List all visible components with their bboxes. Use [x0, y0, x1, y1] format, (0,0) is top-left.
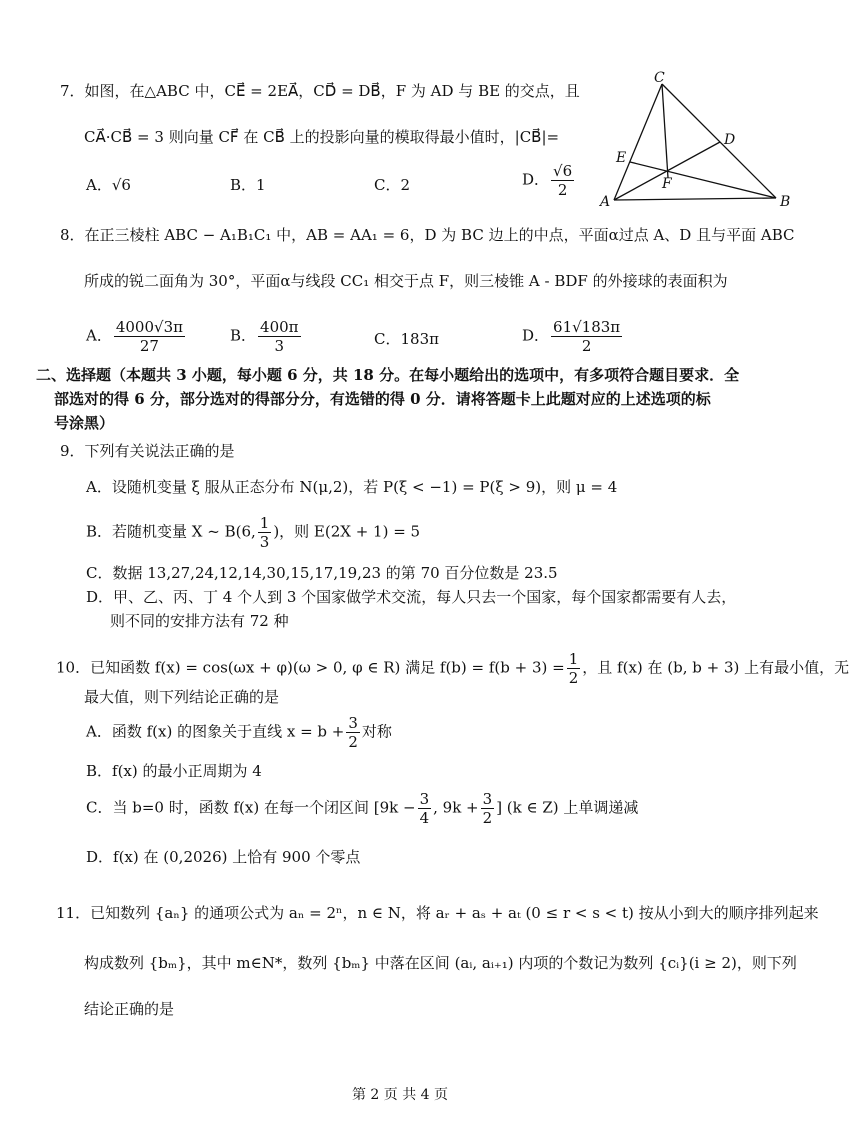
q9-number: 9．	[60, 442, 85, 460]
q7-number: 7．	[60, 82, 85, 100]
q10-line1	[56, 650, 849, 687]
q8-option-b-prefix: B．	[230, 326, 257, 345]
q8-number: 8．	[60, 226, 85, 244]
q7-line1-text: 如图，在△ABC 中，CE⃗ = 2EA⃗，CD⃗ = DB⃗，F 为 AD 与 BE 的交点，且	[84, 82, 580, 100]
q10-option-c-mid: , 9k +	[433, 798, 479, 817]
label-d: D	[724, 132, 736, 148]
label-b: B	[780, 194, 791, 210]
q9-option-b	[86, 514, 420, 551]
q9-option-d-line2: 则不同的安排方法有 72 种	[110, 612, 289, 630]
q7-option-d-fraction	[551, 162, 574, 199]
side-ca	[614, 84, 662, 200]
q7-line1	[60, 80, 580, 102]
q7-option-d-den: 2	[557, 181, 568, 199]
q7-option-d	[522, 162, 576, 199]
q10-option-c	[86, 790, 638, 827]
q10-option-a-prefix: A．函数 f(x) 的图象关于直线 x = b +	[86, 722, 345, 741]
q8-line1	[60, 224, 794, 246]
side-ab	[614, 198, 776, 200]
q10-option-c-prefix: C．当 b=0 时，函数 f(x) 在每一个闭区间 [9k −	[86, 798, 416, 817]
q8-option-a-fraction	[114, 318, 185, 355]
label-f: F	[662, 176, 672, 192]
section2-line2: 部选对的得 6 分，部分选对的得部分分，有选错的得 0 分．请将答题卡上此题对应的上述选项的标	[54, 390, 711, 408]
q8-line2: 所成的锐二面角为 30°，平面α与线段 CC₁ 相交于点 F，则三棱锥 A - BDF 的外接球的表面积为	[84, 272, 728, 290]
q10-number: 10．	[56, 658, 91, 677]
q9-option-b-den: 3	[259, 533, 270, 551]
q9-stem-text: 下列有关说法正确的是	[84, 442, 235, 460]
q10-option-a-suffix: 对称	[361, 722, 392, 741]
q7-line2: CA⃗·CB⃗ = 3 则向量 CF⃗ 在 CB⃗ 上的投影向量的模取得最小值时，|CB⃗|=	[84, 128, 560, 146]
q8-option-d-prefix: D．	[522, 326, 550, 345]
q8-option-d-den: 2	[581, 337, 592, 355]
label-e: E	[616, 150, 627, 166]
q8-option-d-num: 61√183π	[553, 318, 621, 336]
segment-cf	[662, 84, 668, 178]
q10-option-b: B．f(x) 的最小正周期为 4	[86, 762, 262, 780]
q7-option-d-num: √6	[553, 162, 573, 180]
q8-option-b-fraction	[258, 318, 301, 355]
q10-option-a	[86, 714, 392, 751]
q10-line2: 最大值，则下列结论正确的是	[84, 688, 280, 706]
q9-option-b-prefix: B．若随机变量 X ~ B(6,	[86, 522, 256, 541]
q8-option-d-fraction	[551, 318, 622, 355]
q10-option-c-fraction1	[418, 790, 432, 827]
q8-option-d	[522, 318, 624, 355]
q10-line1-den: 2	[568, 669, 579, 687]
q10-option-c-num1: 3	[419, 790, 430, 808]
q8-option-c: C．183π	[374, 330, 439, 348]
section2-line1: 二、选择题（本题共 3 小题，每小题 6 分，共 18 分。在每小题给出的选项中，有多项符合题目要求．全	[36, 366, 740, 384]
q8-option-a-num: 4000√3π	[115, 318, 183, 336]
q11-line2: 构成数列 {bₘ}，其中 m∈N*，数列 {bₘ} 中落在区间 (aᵢ, aᵢ₊₁) 内项的个数记为数列 {cᵢ}(i ≥ 2)，则下列	[84, 954, 797, 972]
q8-option-b	[230, 318, 303, 355]
triangle-figure	[600, 68, 800, 218]
q10-option-a-den: 2	[348, 733, 358, 751]
q8-option-a	[86, 318, 187, 355]
q8-line1-text: 在正三棱柱 ABC − A₁B₁C₁ 中，AB = AA₁ = 6，D 为 BC 边上的中点，平面α过点 A、D 且与平面 ABC	[84, 226, 795, 244]
q8-option-a-prefix: A．	[86, 326, 112, 345]
q9-option-b-fraction	[258, 514, 272, 551]
q9-option-a: A．设随机变量 ξ 服从正态分布 N(μ,2)，若 P(ξ < −1) = P(ξ > 9)，则 μ = 4	[86, 478, 618, 496]
q7-option-a: A．√6	[86, 176, 131, 194]
q10-option-c-den2: 2	[482, 809, 493, 827]
q10-line1-num: 1	[568, 650, 579, 668]
q10-option-a-fraction	[346, 714, 360, 751]
q9-option-b-suffix: )，则 E(2X + 1) = 5	[273, 522, 421, 541]
q9-option-c: C．数据 13,27,24,12,14,30,15,17,19,23 的第 70 百分位数是 23.5	[86, 564, 558, 582]
q11-line1-text: 已知数列 {aₙ} 的通项公式为 aₙ = 2ⁿ，n ∈ N，将 aᵣ + aₛ + aₜ (0 ≤ r < s < t) 按从小到大的顺序排列起来	[90, 904, 819, 922]
q9-stem	[60, 440, 235, 462]
q10-option-d: D．f(x) 在 (0,2026) 上恰有 900 个零点	[86, 848, 361, 866]
q10-option-c-num2: 3	[482, 790, 493, 808]
q7-option-d-prefix: D．	[522, 170, 550, 189]
q11-number: 11．	[56, 904, 91, 922]
q9-option-d-line1: D．甲、乙、丙、丁 4 个人到 3 个国家做学术交流，每人只去一个国家，每个国家都需要有人去，	[86, 588, 737, 606]
q8-option-b-den: 3	[274, 337, 285, 355]
q10-option-a-num: 3	[348, 714, 358, 732]
q10-line1-suffix: ，且 f(x) 在 (b, b + 3) 上有最小值，无	[582, 658, 849, 677]
q8-option-a-den: 27	[139, 337, 159, 355]
section2-line3: 号涂黑）	[54, 414, 115, 432]
q7-option-b: B．1	[230, 176, 266, 194]
q7-option-c: C．2	[374, 176, 411, 194]
side-cb	[662, 84, 776, 198]
q10-option-c-fraction2	[481, 790, 495, 827]
q10-option-c-den1: 4	[419, 809, 430, 827]
q9-option-b-num: 1	[259, 514, 270, 532]
label-c: C	[654, 70, 665, 86]
q10-line1-fraction	[567, 650, 581, 687]
label-a: A	[600, 194, 611, 210]
q11-line1	[56, 902, 819, 924]
q10-option-c-suffix: ] (k ∈ Z) 上单调递减	[496, 798, 639, 817]
page-footer: 第 2 页 共 4 页	[351, 1087, 449, 1103]
q8-option-b-num: 400π	[260, 318, 299, 336]
q11-line3: 结论正确的是	[84, 1000, 175, 1018]
q10-line1-prefix: 已知函数 f(x) = cos(ωx + φ)(ω > 0, φ ∈ R) 满足 f(b) = f(b + 3) =	[90, 658, 565, 677]
